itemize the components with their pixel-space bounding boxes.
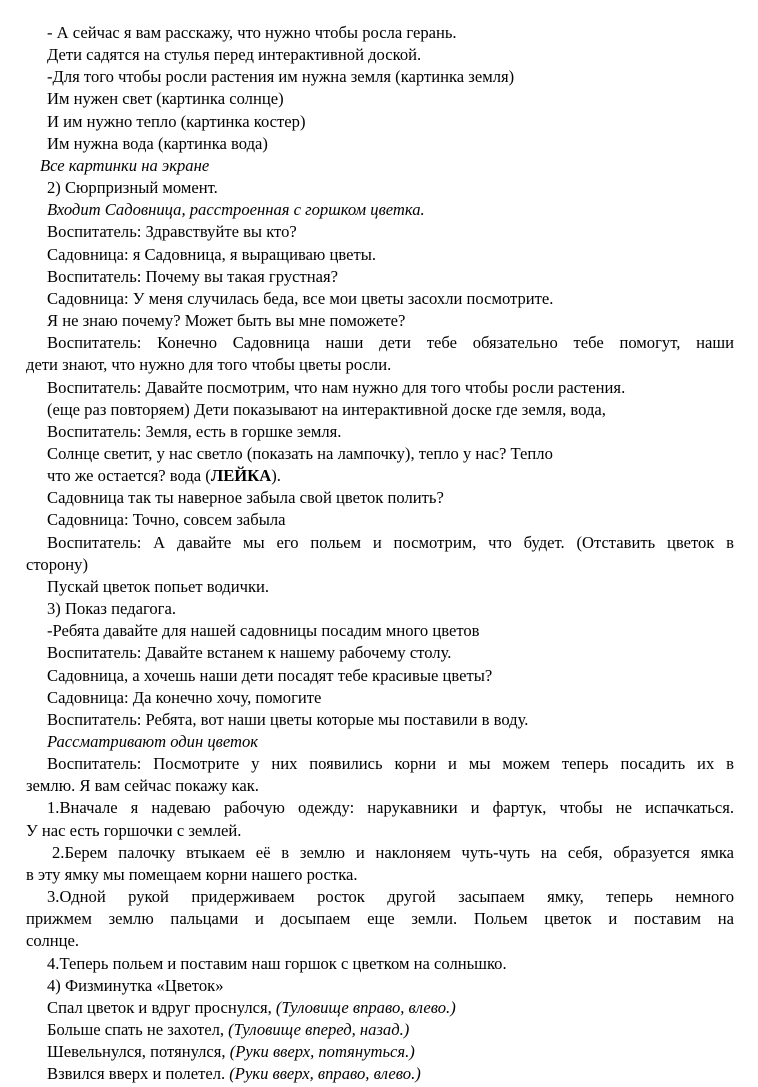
- dialogue-line: Садовница: я Садовница, я выращиваю цветы.: [47, 244, 377, 264]
- dialogue-line: Воспитатель: Почему вы такая грустная?: [47, 266, 338, 286]
- step-line: 3.Одной рукой придерживаем росток другой засыпаем ямку, теперь немного: [47, 887, 734, 907]
- step-line: 1.Вначале я надеваю рабочую одежду: нарукавники и фартук, чтобы не испачкаться.: [47, 798, 734, 818]
- dialogue-line: Воспитатель: Давайте посмотрим, что нам нужно для того чтобы росли растения.: [47, 377, 626, 397]
- dialogue-line: дети знают, что нужно для того чтобы цветы росли.: [26, 355, 392, 375]
- movement-note: (Туловище вперед, назад.): [228, 1020, 410, 1040]
- poem-text: Больше спать не захотел,: [47, 1020, 229, 1040]
- dialogue-line: Садовница, а хочешь наши дети посадят тебе красивые цветы?: [47, 665, 493, 685]
- dialogue-line: [26, 465, 734, 487]
- step-line: 2.Берем палочку втыкаем её в землю и наклоняем чуть-чуть на себя, образуется ямка: [52, 842, 734, 862]
- dialogue-line: Воспитатель: Конечно Садовница наши дети тебе обязательно тебе помогут, наши: [47, 333, 734, 353]
- section-heading: 2) Сюрпризный момент.: [47, 178, 218, 198]
- text-line: (еще раз повторяем) Дети показывают на интерактивной доске где земля, вода,: [47, 399, 606, 419]
- stage-direction: Рассматривают один цветок: [47, 732, 259, 751]
- text-line: И им нужно тепло (картинка костер): [47, 111, 306, 131]
- dialogue-line: Садовница: Точно, совсем забыла: [47, 510, 286, 530]
- step-line: в эту ямку мы помещаем корни нашего ростка.: [26, 864, 358, 884]
- movement-note: (Руки вверх, вправо, влево.): [229, 1064, 421, 1084]
- poem-text: Спал цветок и вдруг проснулся,: [47, 997, 276, 1017]
- emphasis-text: ЛЕЙКА: [210, 466, 272, 486]
- step-line: прижмем землю пальцами и досыпаем еще земли. Польем цветок и поставим на: [26, 909, 734, 929]
- dialogue-line: Воспитатель: Давайте встанем к нашему рабочему столу.: [47, 643, 452, 663]
- dialogue-line: Воспитатель: Здравствуйте вы кто?: [47, 222, 297, 242]
- text-line: -Ребята давайте для нашей садовницы посадим много цветов: [47, 621, 480, 641]
- text-fragment: что же остается? вода (: [47, 466, 211, 486]
- movement-note: (Руки вверх, потянуться.): [229, 1042, 415, 1062]
- text-line: -Для того чтобы росли растения им нужна земля (картинка земля): [47, 67, 515, 87]
- dialogue-line: Садовница: Да конечно хочу, помогите: [47, 687, 322, 707]
- dialogue-line: Воспитатель: Земля, есть в горшке земля.: [47, 421, 342, 441]
- poem-text: Взвился вверх и полетел.: [47, 1064, 230, 1084]
- stage-direction: Все картинки на экране: [40, 155, 210, 175]
- text-line: Дети садятся на стулья перед интерактивной доской.: [47, 45, 422, 65]
- dialogue-line: сторону): [26, 554, 88, 574]
- dialogue-line: Воспитатель: Посмотрите у них появились корни и мы можем теперь посадить их в: [47, 754, 734, 774]
- step-line: 4.Теперь польем и поставим наш горшок с цветком на солньшко.: [47, 953, 507, 973]
- section-heading: 4) Физминутка «Цветок»: [47, 975, 224, 995]
- text-line: - А сейчас я вам расскажу, что нужно чтобы росла герань.: [47, 23, 457, 42]
- text-line: Им нужна вода (картинка вода): [47, 133, 268, 153]
- dialogue-line: Садовница так ты наверное забыла свой цветок полить?: [47, 488, 444, 508]
- movement-note: (Туловище вправо, влево.): [275, 997, 456, 1017]
- dialogue-line: Солнце светит, у нас светло (показать на лампочку), тепло у нас? Тепло: [47, 443, 553, 463]
- poem-text: Шевельнулся, потянулся,: [47, 1042, 230, 1062]
- dialogue-line: Я не знаю почему? Может быть вы мне поможете?: [47, 311, 406, 331]
- section-heading: 3) Показ педагога.: [47, 599, 176, 619]
- text-line: Им нужен свет (картинка солнце): [47, 89, 284, 109]
- dialogue-line: Воспитатель: Ребята, вот наши цветы которые мы поставили в воду.: [47, 709, 529, 729]
- step-line: У нас есть горшочки с землей.: [26, 820, 242, 840]
- poem-line: [26, 1063, 734, 1085]
- poem-line: [26, 1019, 734, 1041]
- dialogue-line: Садовница: У меня случилась беда, все мои цветы засохли посмотрите.: [47, 288, 554, 308]
- text-fragment: ).: [271, 466, 281, 486]
- poem-line: [26, 997, 734, 1019]
- stage-direction: Входит Садовница, расстроенная с горшком цветка.: [47, 200, 425, 220]
- dialogue-line: Воспитатель: А давайте мы его польем и посмотрим, что будет. (Отставить цветок в: [47, 532, 734, 552]
- step-line: солнце.: [26, 931, 79, 951]
- text-line: Пускай цветок попьет водички.: [47, 576, 270, 596]
- dialogue-line: землю. Я вам сейчас покажу как.: [26, 776, 259, 796]
- poem-line: [26, 1041, 734, 1063]
